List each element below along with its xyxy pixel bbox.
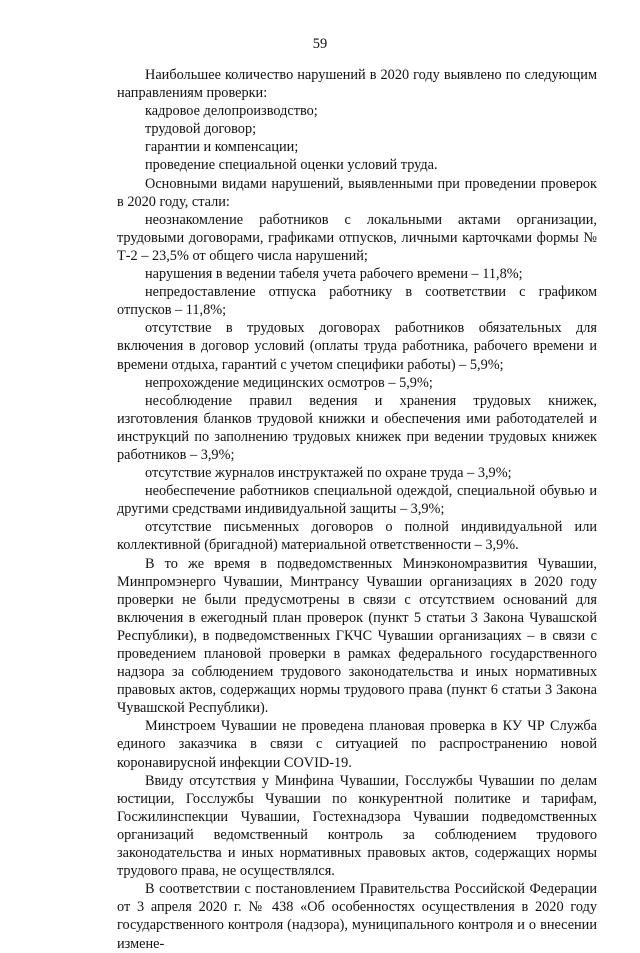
list-item-hr-records: кадровое делопроизводство; — [145, 103, 318, 120]
list-item-violation: несоблюдение правил ведения и хранения трудовых книжек, изготовления бланков трудовой книжки и обеспечения ими работодателей и инструкций по заполнению трудовых книжек при ведении трудовых книжек работников – 3,9%; — [117, 392, 597, 463]
page-number: 59 — [312, 36, 328, 52]
list-item-violation: отсутствие письменных договоров о полной индивидуальной или коллективной (бригадной) материальной ответственности – 3,9%. — [117, 519, 597, 554]
paragraph-no-subordinate-orgs: Ввиду отсутствия у Минфина Чувашии, Госслужбы Чувашии по делам юстиции, Госслужбы Чувашии по конкурентной политике и тарифам, Госжилинспекции Чувашии, Гостехнадзора Чувашии подведомственных организаций ведомственный контроль за соблюдением трудового законодательства и иных нормативных правовых актов, содержащих нормы трудового права, не осуществлялся. — [117, 772, 597, 880]
list-item-labor-contract: трудовой договор; — [145, 121, 257, 138]
list-item-violation: отсутствие журналов инструктажей по охране труда – 3,9%; — [145, 465, 512, 482]
list-item-working-conditions-assessment: проведение специальной оценки условий труда. — [145, 157, 438, 174]
paragraph-minstroy: Минстроем Чувашии не проведена плановая проверка в КУ ЧР Служба единого заказчика в связи с ситуацией по распространению новой коронавирусной инфекции COVID-19. — [117, 718, 597, 771]
list-item-violation: необеспечение работников специальной одеждой, специальной обувью и другими средствами индивидуальной защиты – 3,9%; — [117, 483, 597, 518]
list-item-violation: отсутствие в трудовых договорах работников обязательных для включения в договор условий (оплаты труда работника, рабочего времени и времени отдыха, гарантий с учетом специфики работы) – 5,9%; — [117, 320, 597, 373]
list-item-violation: непрохождение медицинских осмотров – 5,9%; — [145, 374, 433, 391]
list-item-violation: нарушения в ведении табеля учета рабочего времени – 11,8%; — [145, 266, 523, 283]
paragraph-no-inspections: В то же время в подведомственных Минэкономразвития Чувашии, Минпромэнерго Чувашии, Минтрансу Чувашии организациях в 2020 году проверки не были предусмотрены в связи с отсутствием оснований для включения в ежегодный план проверок (пункт 5 статьи 3 Закона Чувашской Республики), в подведомственных ГКЧС Чувашии организациях – в связи с проведением плановой проверки в рамках федерального государственного надзора за соблюдением трудового законодательства и иных нормативных правовых актов, содержащих нормы трудового права (пункт 6 статьи 3 Закона Чувашской Республики). — [117, 555, 597, 717]
paragraph-government-decree: В соответствии с постановлением Правительства Российской Федерации от 3 апреля 2020 г. № 438 «Об особенностях осуществления в 2020 году государственного контроля (надзора), муниципального контроля и о внесении измене- — [117, 881, 597, 952]
document-body — [117, 66, 597, 953]
list-item-violation: неознакомление работников с локальными актами организации, трудовыми договорами, графиками отпусков, личными карточками формы № Т-2 – 23,5% от общего числа нарушений; — [117, 211, 597, 264]
paragraph-violation-types-intro: Основными видами нарушений, выявленными при проведении проверок в 2020 году, стали: — [117, 175, 597, 210]
list-item-violation: непредоставление отпуска работнику в соответствии с графиком отпусков – 11,8%; — [117, 284, 597, 319]
paragraph-violation-areas-intro: Наибольшее количество нарушений в 2020 году выявлено по следующим направлениям проверки: — [117, 67, 597, 102]
list-item-guarantees: гарантии и компенсации; — [145, 139, 299, 156]
